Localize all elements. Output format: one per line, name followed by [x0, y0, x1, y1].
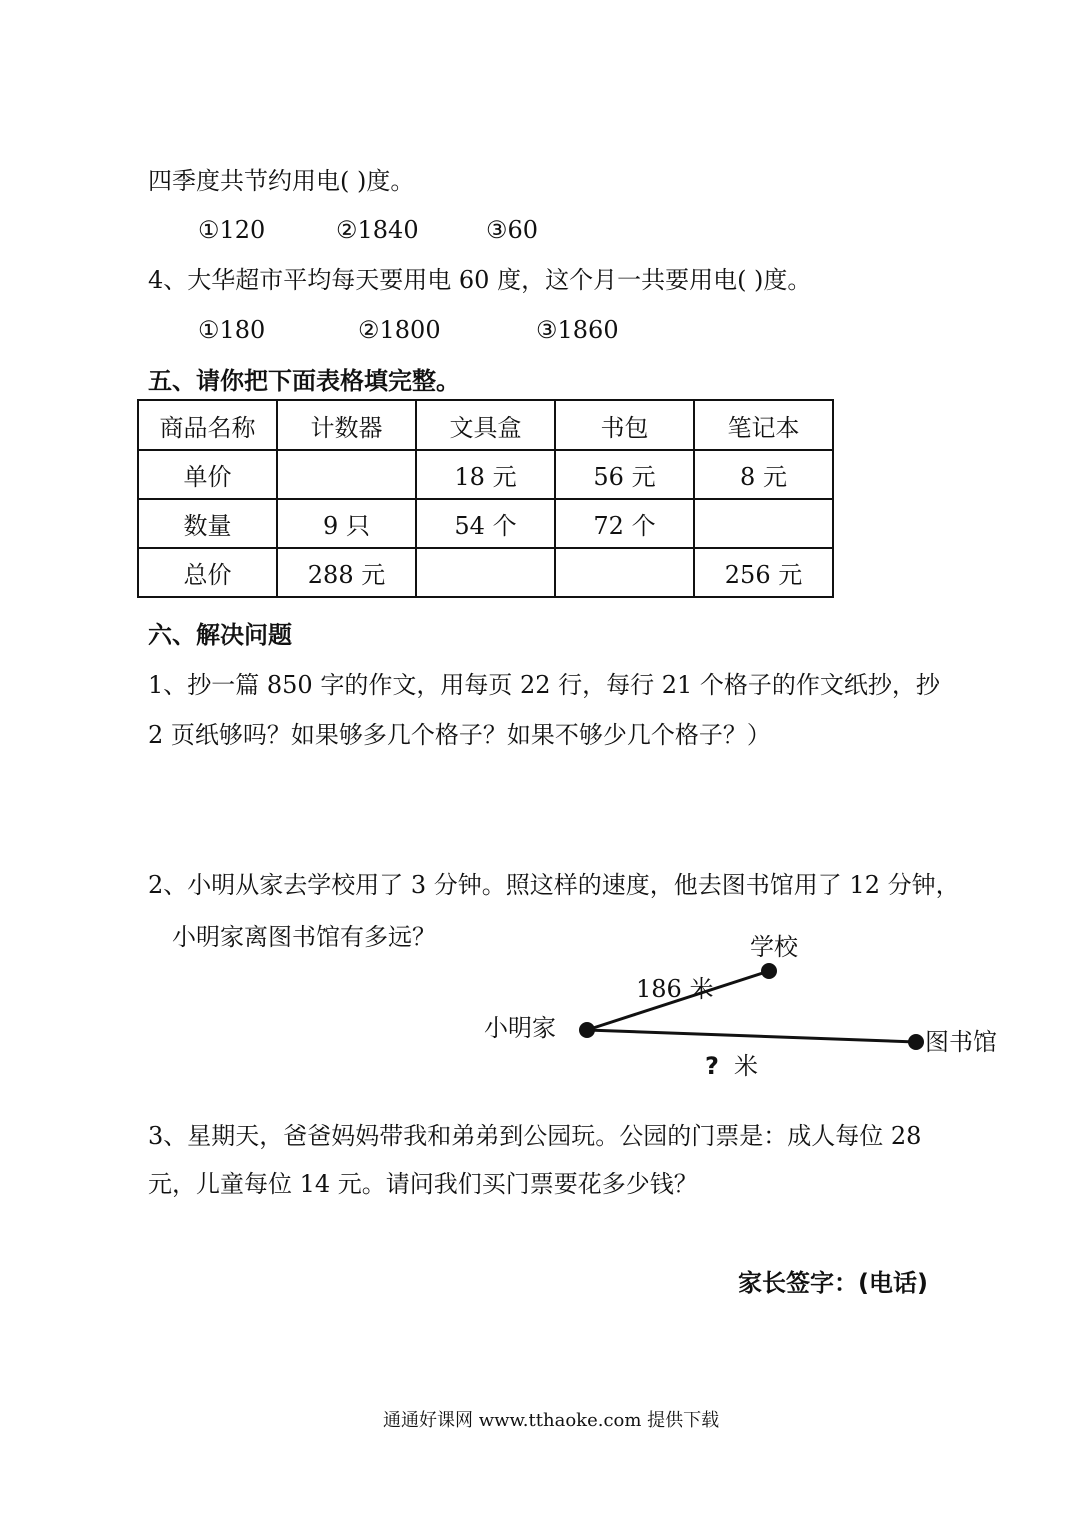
- school-point: [761, 963, 777, 979]
- library-label: 图书馆: [925, 1028, 997, 1056]
- q4-option-1: ①180: [198, 316, 266, 344]
- problem3-line1: 3、星期天，爸爸妈妈带我和弟弟到公园玩。公园的门票是：成人每位 28: [148, 1122, 922, 1150]
- q4-line: 4、大华超市平均每天要用电 60 度，这个月一共要用电( )度。: [148, 266, 812, 294]
- table-cell: 9 只: [277, 499, 416, 548]
- table-header-cell: 商品名称: [138, 400, 277, 450]
- table-cell: 256 元: [694, 548, 833, 597]
- problem2-line2: 小明家离图书馆有多远？: [172, 923, 436, 951]
- table-header-cell: 计数器: [277, 400, 416, 450]
- library-distance-unit: 米: [734, 1052, 758, 1080]
- home-label: 小明家: [484, 1014, 556, 1042]
- problem1-line2: 2 页纸够吗？如果够多几个格子？如果不够少几个格子？）: [148, 721, 771, 749]
- library-distance-question: ?: [705, 1052, 719, 1080]
- table-cell: 总价: [138, 548, 277, 597]
- table-header-cell: 笔记本: [694, 400, 833, 450]
- problem2-line1: 2、小明从家去学校用了 3 分钟。照这样的速度，他去图书馆用了 12 分钟，: [148, 871, 960, 899]
- table-cell: 72 个: [555, 499, 694, 548]
- table-cell: 18 元: [416, 450, 555, 499]
- table-cell: 54 个: [416, 499, 555, 548]
- q4-option-2: ②1800: [358, 316, 441, 344]
- table-cell: 单价: [138, 450, 277, 499]
- section6-heading: 六、解决问题: [148, 621, 292, 649]
- q3-option-3: ③60: [486, 216, 539, 244]
- problem1-line1: 1、抄一篇 850 字的作文，用每页 22 行，每行 21 个格子的作文纸抄，抄: [148, 671, 940, 699]
- home-point: [579, 1022, 595, 1038]
- table-header-cell: 文具盒: [416, 400, 555, 450]
- library-point: [908, 1034, 924, 1050]
- q3-option-2: ②1840: [336, 216, 419, 244]
- problem3-line2: 元，儿童每位 14 元。请问我们买门票要花多少钱？: [148, 1170, 698, 1198]
- table-cell: 56 元: [555, 450, 694, 499]
- section5-heading: 五、请你把下面表格填完整。: [148, 367, 460, 395]
- school-distance-label: 186 米: [636, 975, 714, 1003]
- home-library-line: [587, 1030, 916, 1042]
- table-cell: 数量: [138, 499, 277, 548]
- q4-option-3: ③1860: [536, 316, 619, 344]
- school-label: 学校: [750, 933, 798, 961]
- q3-tail-line: 四季度共节约用电( )度。: [148, 167, 415, 195]
- table-cell: 8 元: [694, 450, 833, 499]
- parent-signature: 家长签字：(电话): [738, 1269, 928, 1297]
- q3-option-1: ①120: [198, 216, 266, 244]
- page-footer: 通通好课网 www.tthaoke.com 提供下载: [383, 1410, 720, 1431]
- table-header-cell: 书包: [555, 400, 694, 450]
- table-cell: 288 元: [277, 548, 416, 597]
